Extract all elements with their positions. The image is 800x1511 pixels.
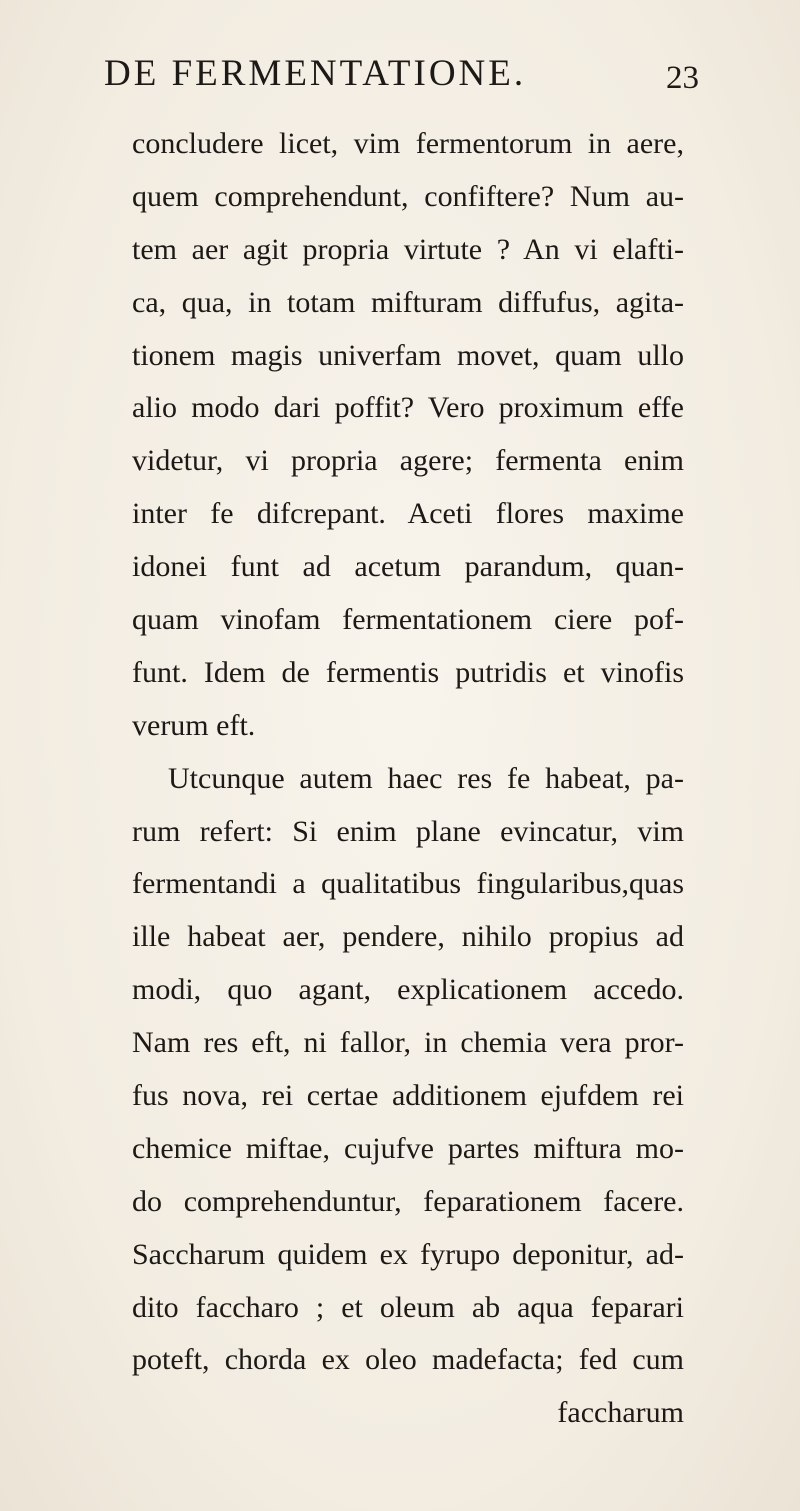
text-line: tionem magis univerfam movet, quam ullo <box>132 338 684 372</box>
text-line: quem comprehendunt, confiftere? Num au- <box>132 179 684 213</box>
text-line: Saccharum quidem ex fyrupo deponitur, ad- <box>132 1237 684 1271</box>
paragraph-start-line: Utcunque autem haec res fe habeat, pa- <box>168 761 684 795</box>
text-line: poteft, chorda ex oleo madefacta; fed cum <box>132 1343 684 1377</box>
text-line: videtur, vi propria agere; fermenta enim <box>132 444 684 478</box>
text-line: alio modo dari poffit? Vero proximum effe <box>132 391 684 425</box>
text-line: modi, quo agant, explicationem accedo. <box>132 973 684 1007</box>
text-line: quam vinofam fermentationem ciere pof- <box>132 603 684 637</box>
text-line: ille habeat aer, pendere, nihilo propius ad <box>132 920 684 954</box>
text-line: dito faccharo ; et oleum ab aqua feparari <box>132 1290 684 1324</box>
page-number: 23 <box>666 60 699 96</box>
paragraph-end-line: verum eft. <box>132 708 256 742</box>
text-line: Nam res eft, ni fallor, in chemia vera pror- <box>132 1026 684 1060</box>
text-line: ca, qua, in totam mifturam diffufus, agita- <box>132 285 684 319</box>
text-line: fus nova, rei certae additionem ejufdem rei <box>132 1079 684 1113</box>
catchword: faccharum <box>557 1396 684 1430</box>
text-line: concludere licet, vim fermentorum in aere, <box>132 127 684 160</box>
text-line: chemice miftae, cujufve partes miftura mo- <box>132 1131 684 1165</box>
text-line: idonei funt ad acetum parandum, quan- <box>132 550 684 584</box>
text-line: fermentandi a qualitatibus fingularibus,quas <box>132 867 684 901</box>
text-line: funt. Idem de fermentis putridis et vinofis <box>132 655 684 689</box>
running-head-title: DE FERMENTATIONE. <box>104 53 527 94</box>
text-line: rum refert: Si enim plane evincatur, vim <box>132 814 684 848</box>
text-line: tem aer agit propria virtute ? An vi elafti- <box>132 232 684 266</box>
body-text <box>132 118 684 1440</box>
text-line: inter fe difcrepant. Aceti flores maxime <box>132 497 684 531</box>
text-line: do comprehenduntur, feparationem facere. <box>132 1184 684 1218</box>
running-head <box>104 44 704 104</box>
